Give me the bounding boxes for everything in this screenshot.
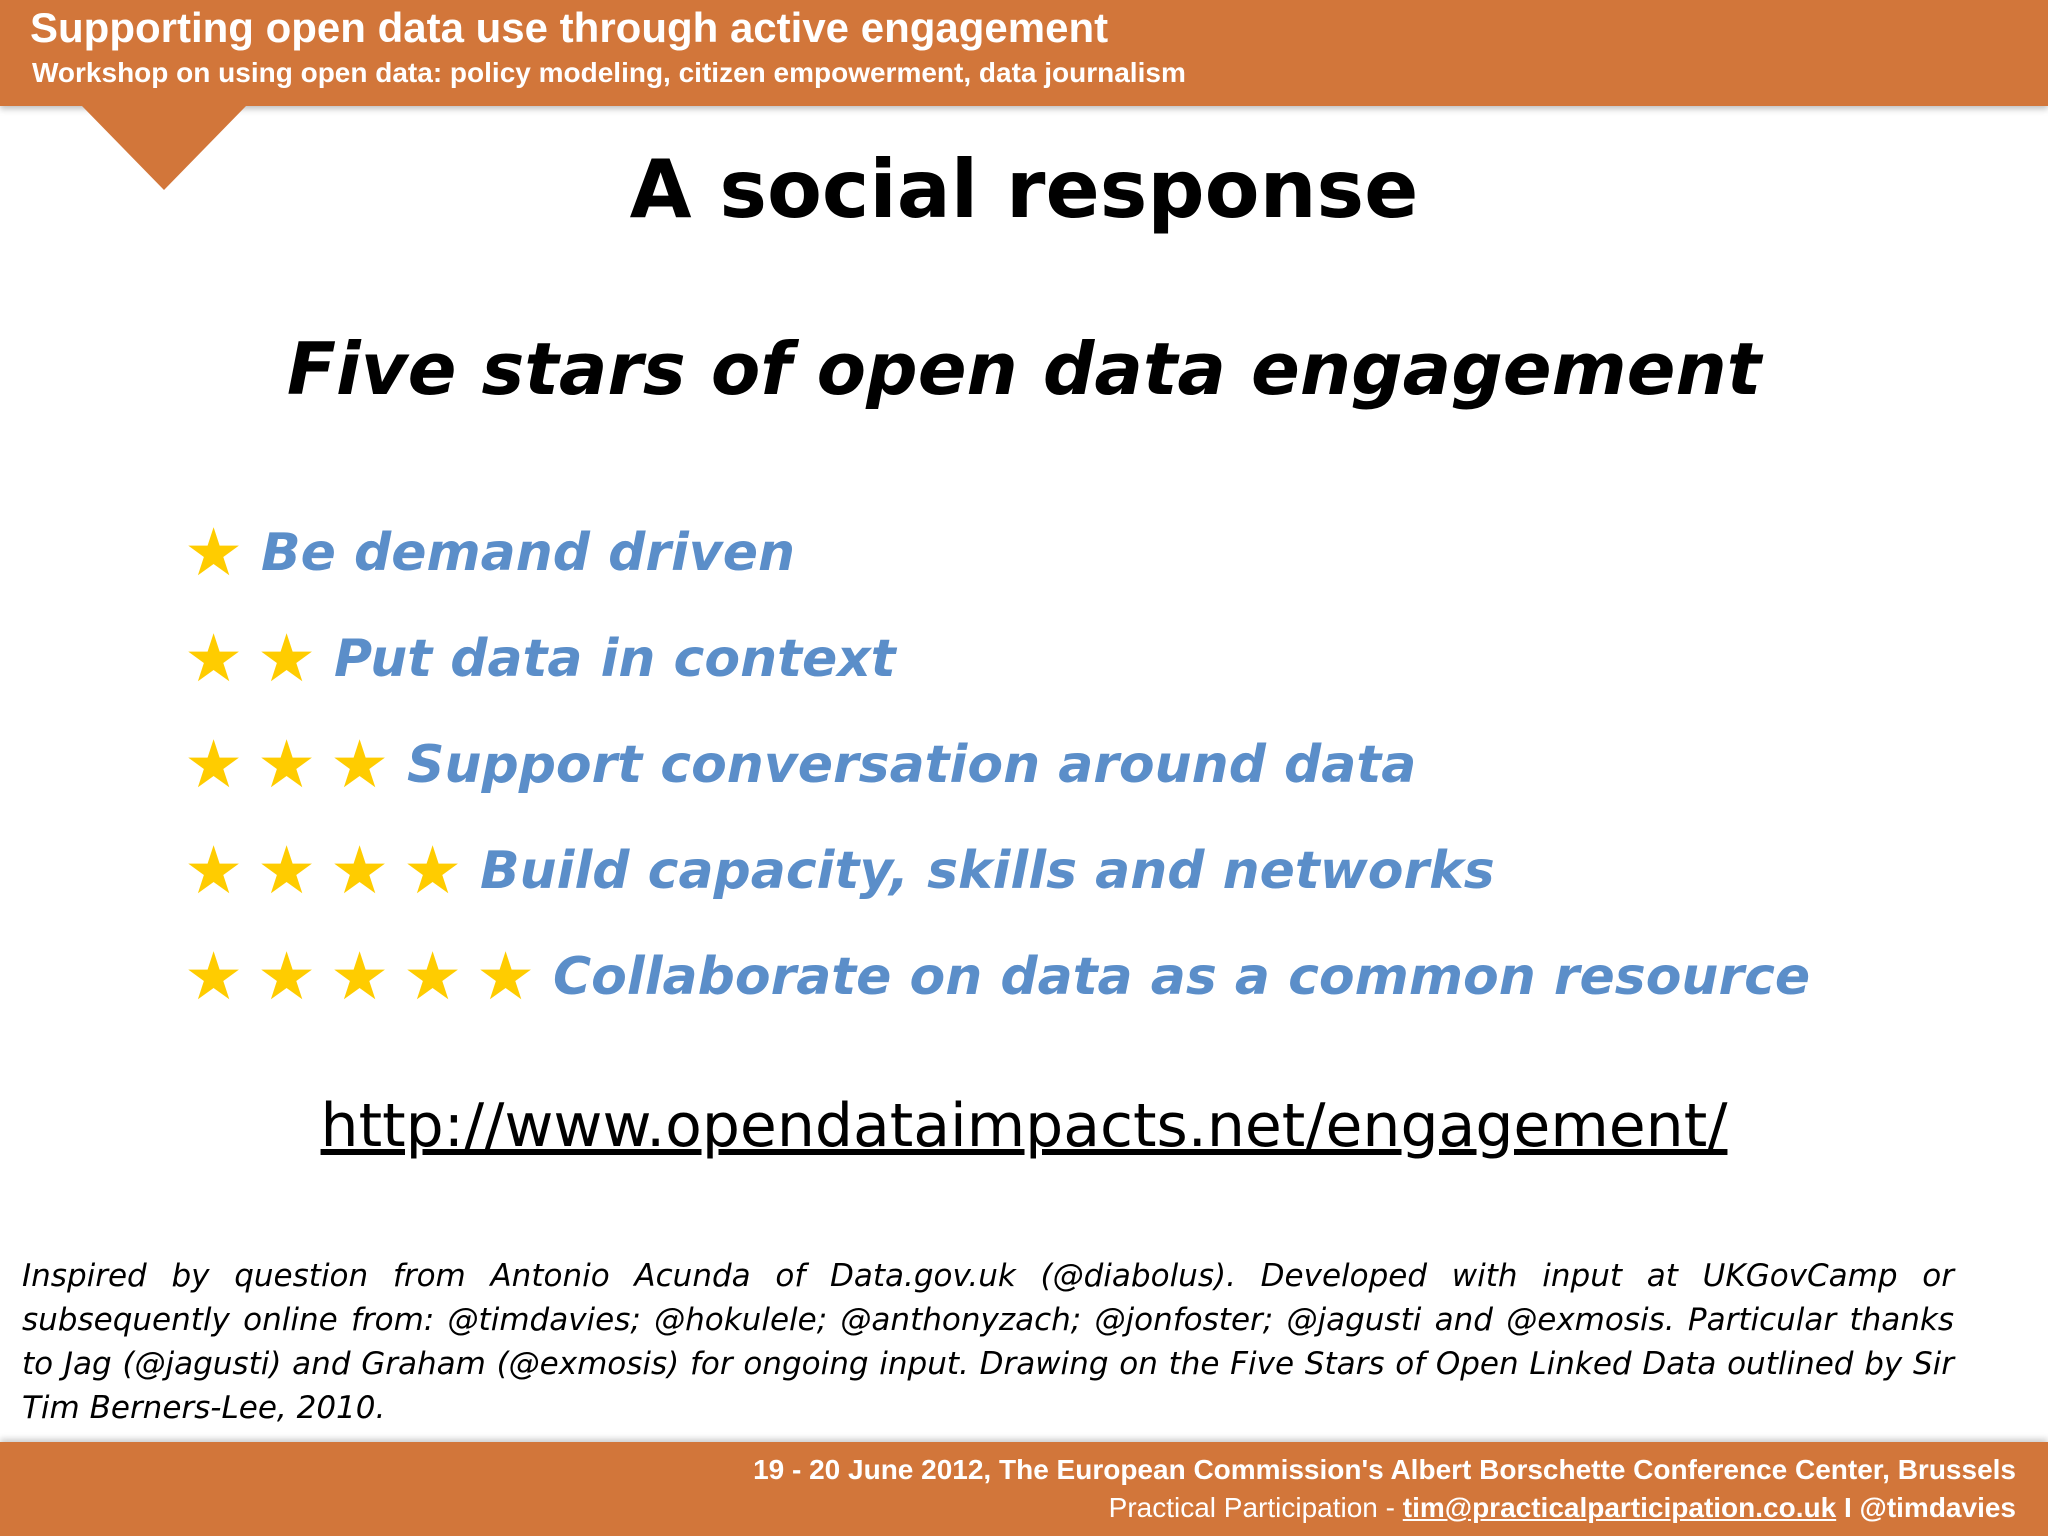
- star-icon: ★: [257, 726, 317, 803]
- list-item: [184, 712, 1810, 818]
- engagement-link[interactable]: http://www.opendataimpacts.net/engagement/: [320, 1091, 1728, 1161]
- star-rating: [184, 938, 549, 1015]
- star-icon: ★: [476, 938, 536, 1015]
- footer-org: Practical Participation -: [1108, 1492, 1403, 1523]
- star-list: [184, 500, 1810, 1030]
- star-icon: ★: [184, 726, 244, 803]
- list-item: [184, 924, 1810, 1030]
- list-item-label: Build capacity, skills and networks: [480, 841, 1495, 901]
- list-item: [184, 500, 1810, 606]
- star-icon: ★: [330, 726, 390, 803]
- star-icon: ★: [257, 938, 317, 1015]
- star-rating: [184, 726, 403, 803]
- list-item-label: Put data in context: [334, 629, 896, 689]
- list-item-label: Be demand driven: [261, 523, 795, 583]
- star-icon: ★: [184, 832, 244, 909]
- list-item: [184, 818, 1810, 924]
- star-rating: [184, 514, 257, 591]
- star-icon: ★: [330, 938, 390, 1015]
- star-icon: ★: [403, 832, 463, 909]
- footer-contact: [1109, 1490, 2016, 1526]
- star-icon: ★: [257, 620, 317, 697]
- header-subtitle: Workshop on using open data: policy modeling, citizen empowerment, data journalism: [32, 57, 1186, 88]
- slide-title: A social response: [629, 143, 1419, 236]
- credits-text: Inspired by question from Antonio Acunda of Data.gov.uk (@diabolus). Developed with input at UKGovCamp or subsequently online from: @timdavies; @hokulele; @anthonyzach; @jonfoster; @jagusti and @exmosis. Particular thanks to Jag (@jagusti) and Graham (@exmosis) for ongoing input. Drawing on the Five Stars of Open Linked Data outlined by Sir Tim Berners-Lee, 2010.: [22, 1258, 1954, 1426]
- list-item: [184, 606, 1810, 712]
- footer-separator: I: [1836, 1492, 1860, 1523]
- footer-event: 19 - 20 June 2012, The European Commission's Albert Borschette Conference Center, Brussels: [753, 1454, 2016, 1485]
- star-icon: ★: [184, 938, 244, 1015]
- star-rating: [184, 832, 476, 909]
- footer-email-link[interactable]: tim@practicalparticipation.co.uk: [1402, 1492, 1837, 1523]
- star-icon: ★: [403, 938, 463, 1015]
- star-icon: ★: [257, 832, 317, 909]
- star-icon: ★: [184, 514, 244, 591]
- list-item-label: Support conversation around data: [407, 735, 1417, 795]
- footer-handle: @timdavies: [1859, 1492, 2016, 1523]
- list-item-label: Collaborate on data as a common resource: [553, 947, 1811, 1007]
- star-icon: ★: [330, 832, 390, 909]
- header-band: [0, 0, 2048, 106]
- slide-subtitle: Five stars of open data engagement: [286, 327, 1762, 411]
- footer-band: [0, 1442, 2048, 1536]
- header-title: Supporting open data use through active engagement: [30, 4, 1109, 51]
- star-rating: [184, 620, 330, 697]
- star-icon: ★: [184, 620, 244, 697]
